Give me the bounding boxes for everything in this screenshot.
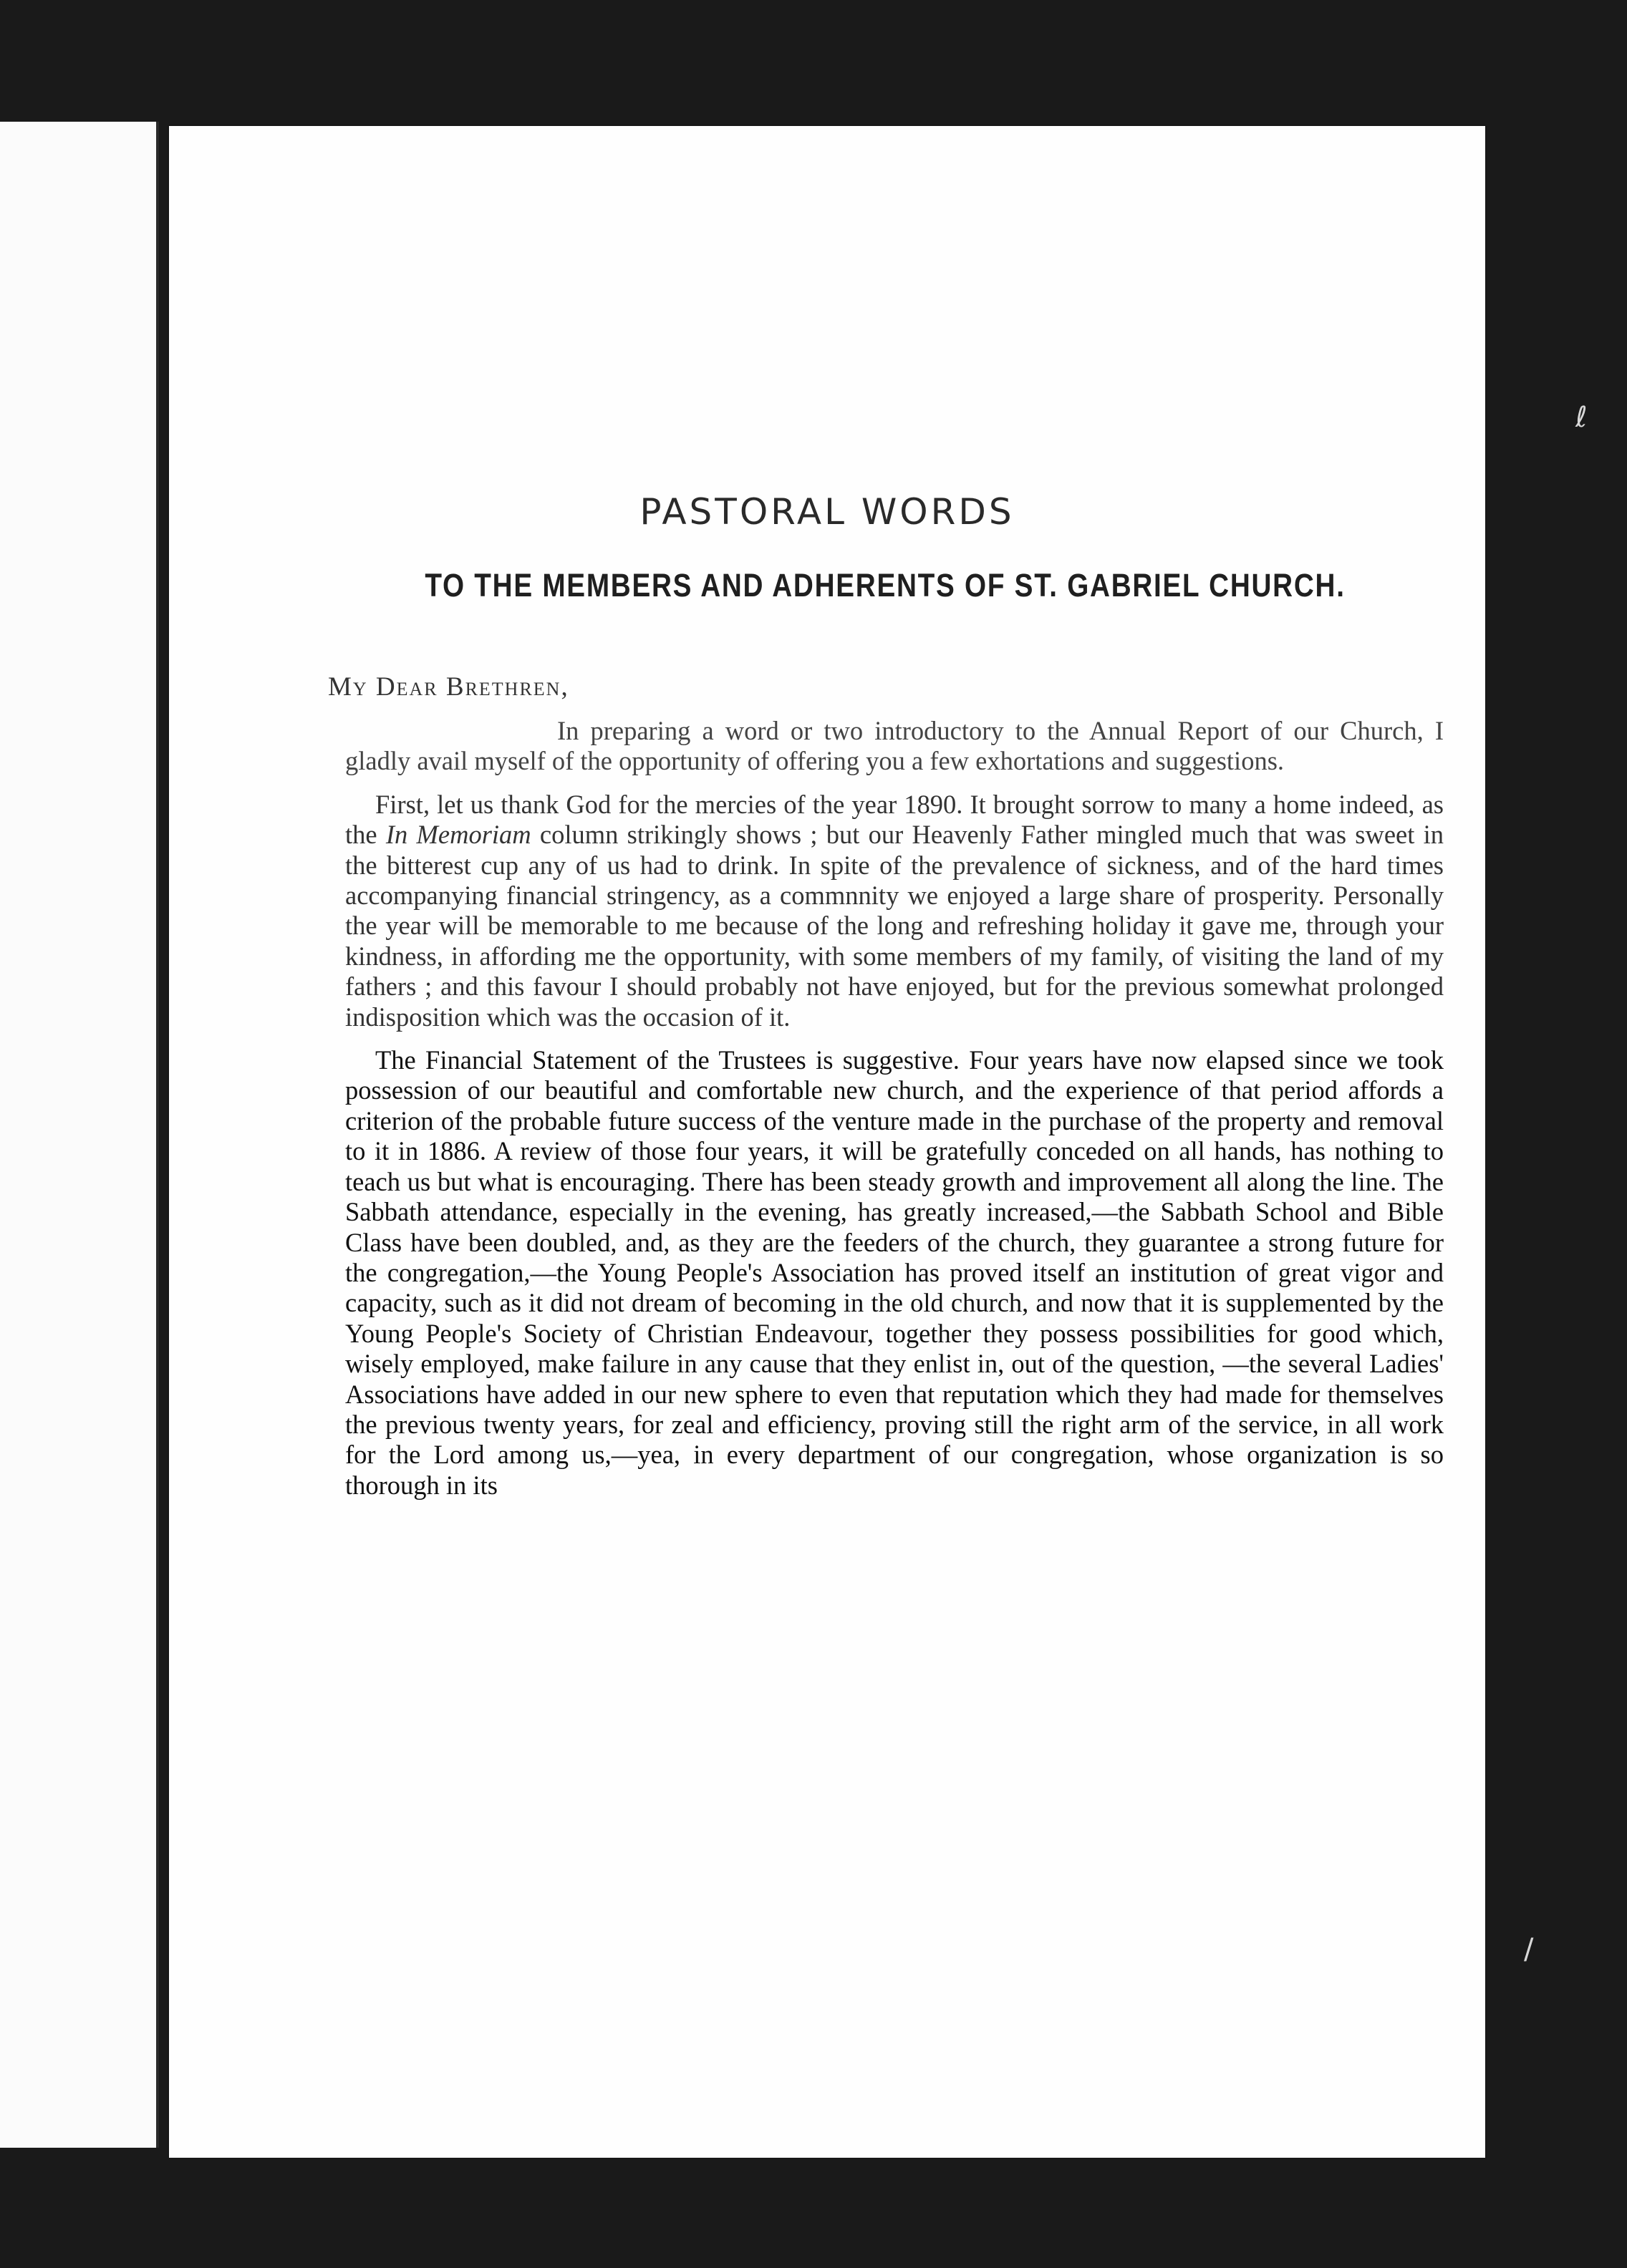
document-subtitle: TO THE MEMBERS AND ADHERENTS OF ST. GABRIEL CHURCH.: [425, 567, 1346, 604]
body-text: [345, 716, 1444, 1513]
paragraph-financial: The Financial Statement of the Trustees is suggestive. Four years have now elapsed since we took possession of our beautiful and comfortable new church, and the experience of that period affords a criterion of the probable future success of the venture made in the purchase of the property and removal to it in 1886. A review of those four years, it will be gratefully conceded on all hands, has nothing to teach us but what is encouraging. There has been steady growth and improvement all along the line. The Sabbath attendance, especially in the evening, has greatly increased,—the Sabbath School and Bible Class have been doubled, and, as they are the feeders of the church, they guarantee a strong future for the congregation,—the Young People's Association has proved itself an institution of great vigor and capacity, such as it did not dream of becoming in the old church, and now that it is supplemented by the Young People's Society of Christian Endeavour, together they possess possibilities for good which, wisely employed, make failure in any cause that they enlist in, out of the question, —the several Ladies' Associations have added in our new sphere to even that reputation which they had made for themselves the previous twenty years, for zeal and efficiency, proving still the right arm of the service, in all work for the Lord among us,—yea, in every department of our congregation, whose organization is so thorough in its: [345, 1045, 1444, 1500]
document-page: [169, 126, 1485, 2158]
facing-page-edge: [0, 122, 159, 2148]
paragraph-thanks: [345, 790, 1444, 1032]
document-title: PASTORAL WORDS: [639, 491, 1015, 533]
salutation: My Dear Brethren,: [328, 672, 569, 702]
paragraph-thanks-start: First, let us thank God for the mercies of the year 1890. It brought sorrow to many a home indeed, as the: [345, 789, 1444, 850]
paragraph-thanks-end: column strikingly shows ; but our Heavenly Father mingled much that was sweet in the bitterest cup any of us had to drink. In spite of the prevalence of sickness, and of the hard times accompanying financial stringency, as a commnnity we enjoyed a large share of prosperity. Personally the year will be memorable to me because of the long and refreshing holiday it gave me, through your kindness, in affording me the opportunity, with some members of my family, of visiting the land of my fathers ; and this favour I should probably not have enjoyed, but for the previous somewhat prolonged indisposition which was the occasion of it.: [345, 820, 1444, 1032]
scan-artifact-mark: /: [1524, 1933, 1534, 1966]
scan-artifact-mark: ℓ: [1575, 401, 1588, 434]
paragraph-intro: In preparing a word or two introductory to the Annual Report of our Church, I gladly avail myself of the opportunity of offering you a few exhortations and suggestions.: [345, 716, 1444, 776]
in-memoriam-reference: In Memoriam: [385, 820, 531, 850]
